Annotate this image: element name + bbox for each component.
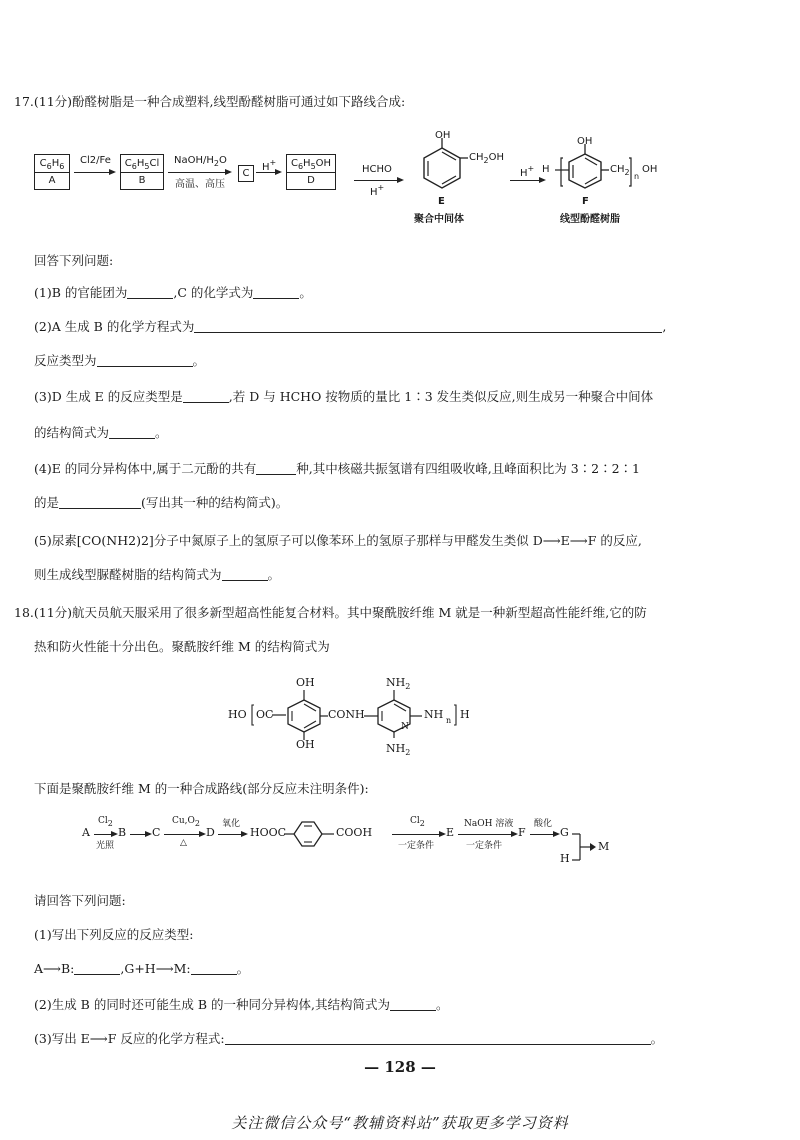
- route-b: B: [118, 826, 127, 839]
- f-label: F: [582, 196, 589, 207]
- f-ch2: $CH_2$: [610, 164, 630, 177]
- route-r1-bottom: 光照: [96, 841, 115, 851]
- a-formula: $C_6H_6$: [35, 155, 69, 173]
- q17-part3-struct: [34, 424, 168, 442]
- q17-part3: [34, 388, 653, 406]
- q17-part4-struct: [34, 494, 288, 512]
- box-b: [120, 154, 164, 190]
- route-r1-top: Cl2: [98, 816, 113, 828]
- page-number: — 128 —: [364, 1058, 436, 1076]
- q18-p1a: A⟶B:: [34, 961, 75, 976]
- f-oh: OH: [577, 136, 593, 147]
- route-e: E: [446, 826, 455, 839]
- footer-text: 关注微信公众号“教辅资料站”获取更多学习资料: [231, 1114, 569, 1132]
- f-n: n: [634, 172, 640, 181]
- blank-17-2a[interactable]: [194, 320, 662, 333]
- reagent-h-plus-1: H+: [262, 158, 277, 173]
- q17-p4d: (写出其一种的结构简式)。: [141, 495, 289, 510]
- m-nh2-top: $NH_2$: [386, 676, 411, 691]
- m-oh-top: OH: [296, 676, 315, 689]
- q17-part5-struct: [34, 566, 280, 584]
- route-g: G: [560, 826, 569, 839]
- q17-part4: [34, 460, 640, 478]
- q17-p1a: (1)B 的官能团为: [34, 285, 128, 300]
- arrow-4: [354, 180, 402, 181]
- blank-18-1b[interactable]: [191, 962, 237, 975]
- reagent-h-plus-2: H+: [370, 183, 385, 198]
- route-benzene-ring: [282, 816, 338, 852]
- route-r4-bottom: 一定条件: [398, 841, 435, 851]
- q18-part2: [34, 996, 448, 1014]
- blank-18-2[interactable]: [390, 998, 436, 1011]
- route-arrow-2: [130, 834, 150, 835]
- blank-17-3b[interactable]: [109, 426, 155, 439]
- q17-part1: [34, 284, 312, 302]
- q18-prompt: 请回答下列问题:: [34, 893, 126, 908]
- q17-p5c: 。: [267, 567, 281, 582]
- m-conh: CONH: [328, 708, 365, 721]
- q17-p4b: 种,其中核磁共振氢谱有四组吸收峰,且峰面积比为 3∶2∶2∶1: [296, 461, 641, 476]
- q17-p1b: ,C 的化学式为: [173, 285, 254, 300]
- d-label: D: [307, 175, 315, 186]
- q18-part3: [34, 1030, 663, 1048]
- route-f: F: [518, 826, 526, 839]
- q18-intro-1: 18.(11分)航天员航天服采用了很多新型超高性能复合材料。其中聚酰胺纤维 M 就是一种新型超高性能纤维,它的防: [14, 605, 647, 620]
- q17-intro: 17.(11分)酚醛树脂是一种合成塑料,线型酚醛树脂可通过如下路线合成:: [14, 94, 406, 109]
- blank-17-5[interactable]: [222, 568, 268, 581]
- e-oh: OH: [435, 130, 451, 141]
- route-c: C: [152, 826, 161, 839]
- route-arrow-1: [94, 834, 116, 835]
- q17-p3d: 。: [155, 425, 168, 440]
- q18-intro-2: 热和防火性能十分出色。聚酰胺纤维 M 的结构简式为: [34, 639, 330, 654]
- m-nh2-bottom: $NH_2$: [386, 742, 411, 757]
- route-cooh: COOH: [336, 826, 373, 839]
- q18-part1-answers: [34, 960, 249, 978]
- q18-p2b: 。: [435, 997, 449, 1012]
- route-arrow-3: [164, 834, 204, 835]
- e-label: E: [438, 196, 445, 207]
- blank-18-1a[interactable]: [74, 962, 120, 975]
- box-d: [286, 154, 336, 190]
- q17-part2: [34, 318, 666, 336]
- blank-17-3a[interactable]: [183, 390, 229, 403]
- route-merge-lines: [568, 832, 602, 868]
- m-nh: NH: [424, 708, 444, 721]
- blank-17-4a[interactable]: [256, 462, 296, 475]
- route-h: H: [560, 852, 570, 865]
- route-r6-top: 酸化: [534, 819, 553, 829]
- box-c: C: [238, 165, 254, 182]
- route-r2-top: Cu,O2: [172, 816, 201, 828]
- reagent-high-temp: 高温、高压: [175, 179, 225, 190]
- q17-p3b: ,若 D 与 HCHO 按物质的量比 1∶3 发生类似反应,则生成另一种聚合中间体: [228, 389, 654, 404]
- q17-p3c: 的结构简式为: [34, 425, 110, 440]
- route-arrow-6: [458, 834, 516, 835]
- route-arrow-4: [218, 834, 246, 835]
- q18-p1b: ,G+H⟶M:: [120, 961, 191, 976]
- q18-route-intro: 下面是聚酰胺纤维 M 的一种合成路线(部分反应未注明条件):: [34, 781, 369, 796]
- reagent-naoh: NaOH/$H_2O$: [174, 155, 227, 168]
- arrow-3: [256, 172, 280, 173]
- d-formula: $C_6H_5OH$: [287, 155, 335, 173]
- q18-p2a: (2)生成 B 的同时还可能生成 B 的一种同分异构体,其结构简式为: [34, 997, 390, 1012]
- route-m: M: [598, 840, 610, 853]
- arrow-5: [510, 180, 544, 181]
- q17-p2d: 。: [192, 353, 206, 368]
- e-name: 聚合中间体: [414, 214, 464, 225]
- route-arrow-5: [392, 834, 444, 835]
- blank-17-2b[interactable]: [97, 354, 193, 367]
- reagent-cl2-fe: Cl2/Fe: [80, 155, 111, 166]
- route-r3-top: 氧化: [222, 819, 241, 829]
- blank-17-1b[interactable]: [253, 286, 299, 299]
- q17-part2-type: [34, 352, 205, 370]
- q17-prompt: 回答下列问题:: [34, 253, 114, 268]
- route-a: A: [82, 826, 90, 839]
- blank-18-3[interactable]: [225, 1032, 651, 1045]
- f-name: 线型酚醛树脂: [560, 214, 620, 225]
- arrow-2: [168, 172, 230, 173]
- m-oh-bottom: OH: [296, 738, 315, 751]
- f-oh-end: OH: [642, 164, 658, 175]
- q17-p3a: (3)D 生成 E 的反应类型是: [34, 389, 183, 404]
- q17-p5b: 则生成线型脲醛树脂的结构简式为: [34, 567, 222, 582]
- blank-17-4b[interactable]: [59, 496, 141, 509]
- b-formula: $C_6H_5Cl$: [121, 155, 163, 173]
- q17-p2b: ,: [662, 319, 667, 334]
- m-oc: OC: [256, 708, 274, 721]
- m-n-ring: N: [401, 722, 409, 732]
- route-d: D: [206, 826, 215, 839]
- box-a: [34, 154, 70, 190]
- b-label: B: [138, 175, 146, 186]
- arrow-1: [74, 172, 114, 173]
- route-r5-top: NaOH 溶液: [464, 819, 514, 829]
- q18-p1c: 。: [236, 961, 250, 976]
- f-h: H: [542, 164, 550, 175]
- q17-p1c: 。: [299, 285, 312, 300]
- q17-p4a: (4)E 的同分异构体中,属于二元酚的共有: [34, 461, 257, 476]
- e-benzene-ring: [412, 132, 502, 202]
- q17-p2a: (2)A 生成 B 的化学方程式为: [34, 319, 195, 334]
- reagent-h-plus-3: H+: [520, 164, 535, 179]
- m-h: H: [460, 708, 470, 721]
- route-r4-top: Cl2: [410, 816, 425, 828]
- m-ho: HO: [228, 708, 247, 721]
- m-n: n: [446, 716, 452, 725]
- q17-part5: (5)尿素[CO(NH2)2]分子中氮原子上的氢原子可以像苯环上的氢原子那样与甲醛发生类似 D⟶E⟶F 的反应,: [34, 533, 642, 548]
- q18-part1: (1)写出下列反应的反应类型:: [34, 927, 194, 942]
- q18-p3b: 。: [650, 1031, 664, 1046]
- q18-p3a: (3)写出 E⟶F 反应的化学方程式:: [34, 1031, 225, 1046]
- q17-p2c: 反应类型为: [34, 353, 97, 368]
- reagent-hcho: HCHO: [362, 164, 392, 175]
- route-arrow-7: [530, 834, 558, 835]
- e-ch2oh: $CH_2OH$: [469, 152, 504, 165]
- a-label: A: [48, 175, 56, 186]
- route-r2-bottom: △: [180, 838, 187, 848]
- q17-p4c: 的是: [34, 495, 60, 510]
- route-r5-bottom: 一定条件: [466, 841, 503, 851]
- blank-17-1a[interactable]: [127, 286, 173, 299]
- route-hooc: HOOC: [250, 826, 287, 839]
